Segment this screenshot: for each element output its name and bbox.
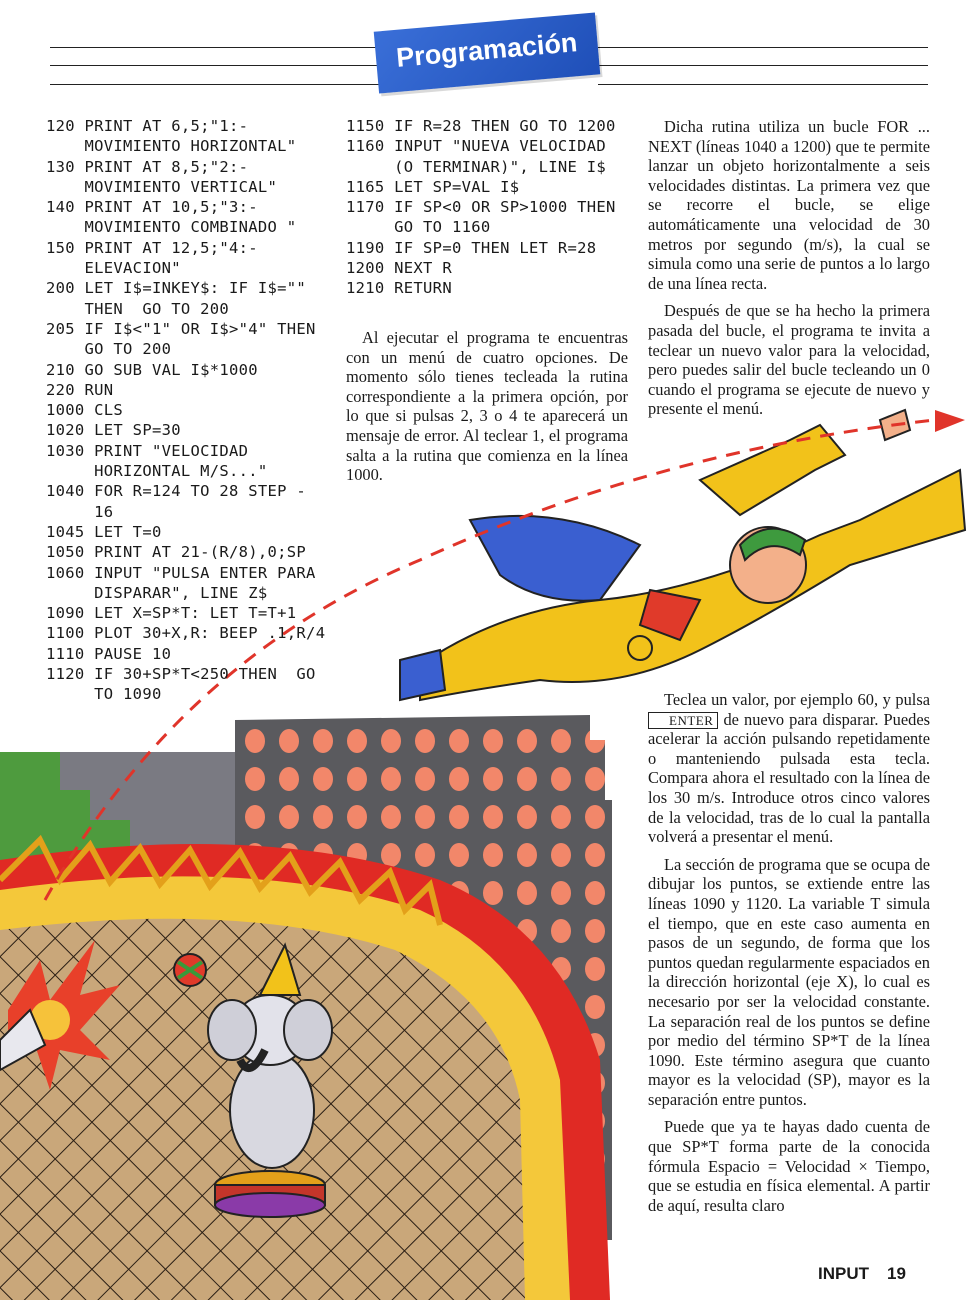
body-paragraph: Dicha rutina utiliza un bucle FOR ... NEXT (líneas 1040 a 1200) que te permite lanzar un objeto horizontalmente a seis velocidades distintas. La primera vez que se recorre el bucle, se elige automáticamente una velocidad de 30 metros por segundo (m/s), la cual se simula como una serie de puntos a lo largo de una línea recta.	[648, 117, 930, 293]
code-line: 1110 PAUSE 10	[46, 644, 172, 663]
code-line: 1000 CLS	[46, 401, 124, 420]
code-line: 1210 RETURN	[346, 279, 452, 298]
code-line: TO 1090	[46, 685, 162, 704]
code-line: HORIZONTAL M/S..."	[46, 462, 268, 481]
code-line: 150 PRINT AT 12,5;"4:-	[46, 238, 258, 257]
code-line: 1120 IF 30+SP*T<250 THEN GO	[46, 665, 316, 684]
code-line: MOVIMIENTO COMBINADO "	[46, 218, 297, 237]
text-span: Teclea un valor, por ejemplo 60, y pulsa	[664, 690, 930, 709]
page-footer	[818, 1264, 906, 1284]
code-line: DISPARAR", LINE Z$	[46, 583, 268, 602]
code-line: 1150 IF R=28 THEN GO TO 1200	[346, 117, 616, 135]
code-line: 1190 IF SP=0 THEN LET R=28	[346, 238, 597, 257]
code-line: GO TO 1160	[346, 218, 491, 237]
body-paragraph	[648, 690, 930, 847]
body-paragraph: La sección de programa que se ocupa de dibujar los puntos, se extiende entre las líneas 1090 y 1120. La variable T simula el tiempo, que en este caso aumenta en pasos de un segundo, de forma que los puntos quedan regularmente espaciados en la dirección horizontal (eje X), lo cual es necesario por ser la velocidad constante. La separación real de los puntos se define por medio del término SP*T de la línea 1090. Este término asegura que cuanto mayor es la velocidad (SP), mayor es la separación entre puntos.	[648, 854, 930, 1109]
code-line: 1045 LET T=0	[46, 522, 162, 541]
code-line: 140 PRINT AT 10,5;"3:-	[46, 198, 258, 217]
code-line: 220 RUN	[46, 380, 114, 399]
code-line: 1200 NEXT R	[346, 259, 452, 278]
code-line: 1160 INPUT "NUEVA VELOCIDAD	[346, 137, 607, 156]
code-line: ELEVACION"	[46, 259, 181, 278]
code-line: 1060 INPUT "PULSA ENTER PARA	[46, 563, 316, 582]
code-line: 1170 IF SP<0 OR SP>1000 THEN	[346, 198, 616, 217]
body-paragraph: Después de que se ha hecho la primera pasada del bucle, el programa te invita a teclear un nuevo valor para la velocidad, pero puedes salir del bucle tecleando un 0 cuando el programa se ejecute de nuevo y presente el menú.	[648, 301, 930, 419]
code-line: 16	[46, 502, 114, 521]
code-line: (O TERMINAR)", LINE I$	[346, 157, 607, 176]
page-number: 19	[887, 1264, 906, 1283]
code-line: 130 PRINT AT 8,5;"2:-	[46, 157, 249, 176]
code-line: 1040 FOR R=124 TO 28 STEP -	[46, 482, 307, 501]
code-line: GO TO 200	[46, 340, 172, 359]
code-line: 210 GO SUB VAL I$*1000	[46, 360, 258, 379]
code-line: 1100 PLOT 30+X,R: BEEP .1,R/4	[46, 624, 326, 643]
text-span: de nuevo para disparar. Puedes acelerar la acción pulsando repetidamente o manteniendo pulsada esta tecla. Compara ahora el resultado con la línea de los 30 m/s. Introduce otros cinco valores de la velocidad, tras de lo cual la pantalla volverá a presentar el menú.	[648, 709, 930, 847]
code-line: 1030 PRINT "VELOCIDAD	[46, 441, 249, 460]
code-line: THEN GO TO 200	[46, 299, 230, 318]
right-column-bottom	[648, 690, 930, 1215]
code-line: 1020 LET SP=30	[46, 421, 181, 440]
middle-paragraph	[346, 328, 628, 485]
code-line: 120 PRINT AT 6,5;"1:-	[46, 117, 249, 135]
code-line: 1090 LET X=SP*T: LET T=T+1	[46, 604, 297, 623]
body-paragraph: Puede que ya te hayas dado cuenta de que SP*T forma parte de la conocida fórmula Espacio = Velocidad × Tiempo, que se estudia en física elemental. A partir de aquí, resulta claro	[648, 1117, 930, 1215]
magazine-name: INPUT	[818, 1264, 869, 1283]
right-column-top	[648, 117, 930, 419]
code-line: MOVIMIENTO HORIZONTAL"	[46, 137, 297, 156]
section-title: Programación	[394, 27, 579, 73]
code-line: 1165 LET SP=VAL I$	[346, 177, 520, 196]
enter-key-label: ENTER	[648, 712, 718, 729]
code-line: 200 LET I$=INKEY$: IF I$=""	[46, 279, 307, 298]
body-paragraph: Al ejecutar el programa te encuentras con un menú de cuatro opciones. De momento sólo tienes tecleada la rutina correspondiente a la primera opción, por lo que si pulsas 2, 3 o 4 te aparecerá un mensaje de error. Al teclear 1, el programa salta a la rutina que comienza en la línea 1000.	[346, 328, 628, 485]
code-line: 1050 PRINT AT 21-(R/8),0;SP	[46, 543, 307, 562]
code-line: 205 IF I$<"1" OR I$>"4" THEN	[46, 319, 316, 338]
code-line: MOVIMIENTO VERTICAL"	[46, 177, 278, 196]
code-listing-left	[46, 116, 325, 705]
code-listing-middle	[346, 116, 616, 299]
